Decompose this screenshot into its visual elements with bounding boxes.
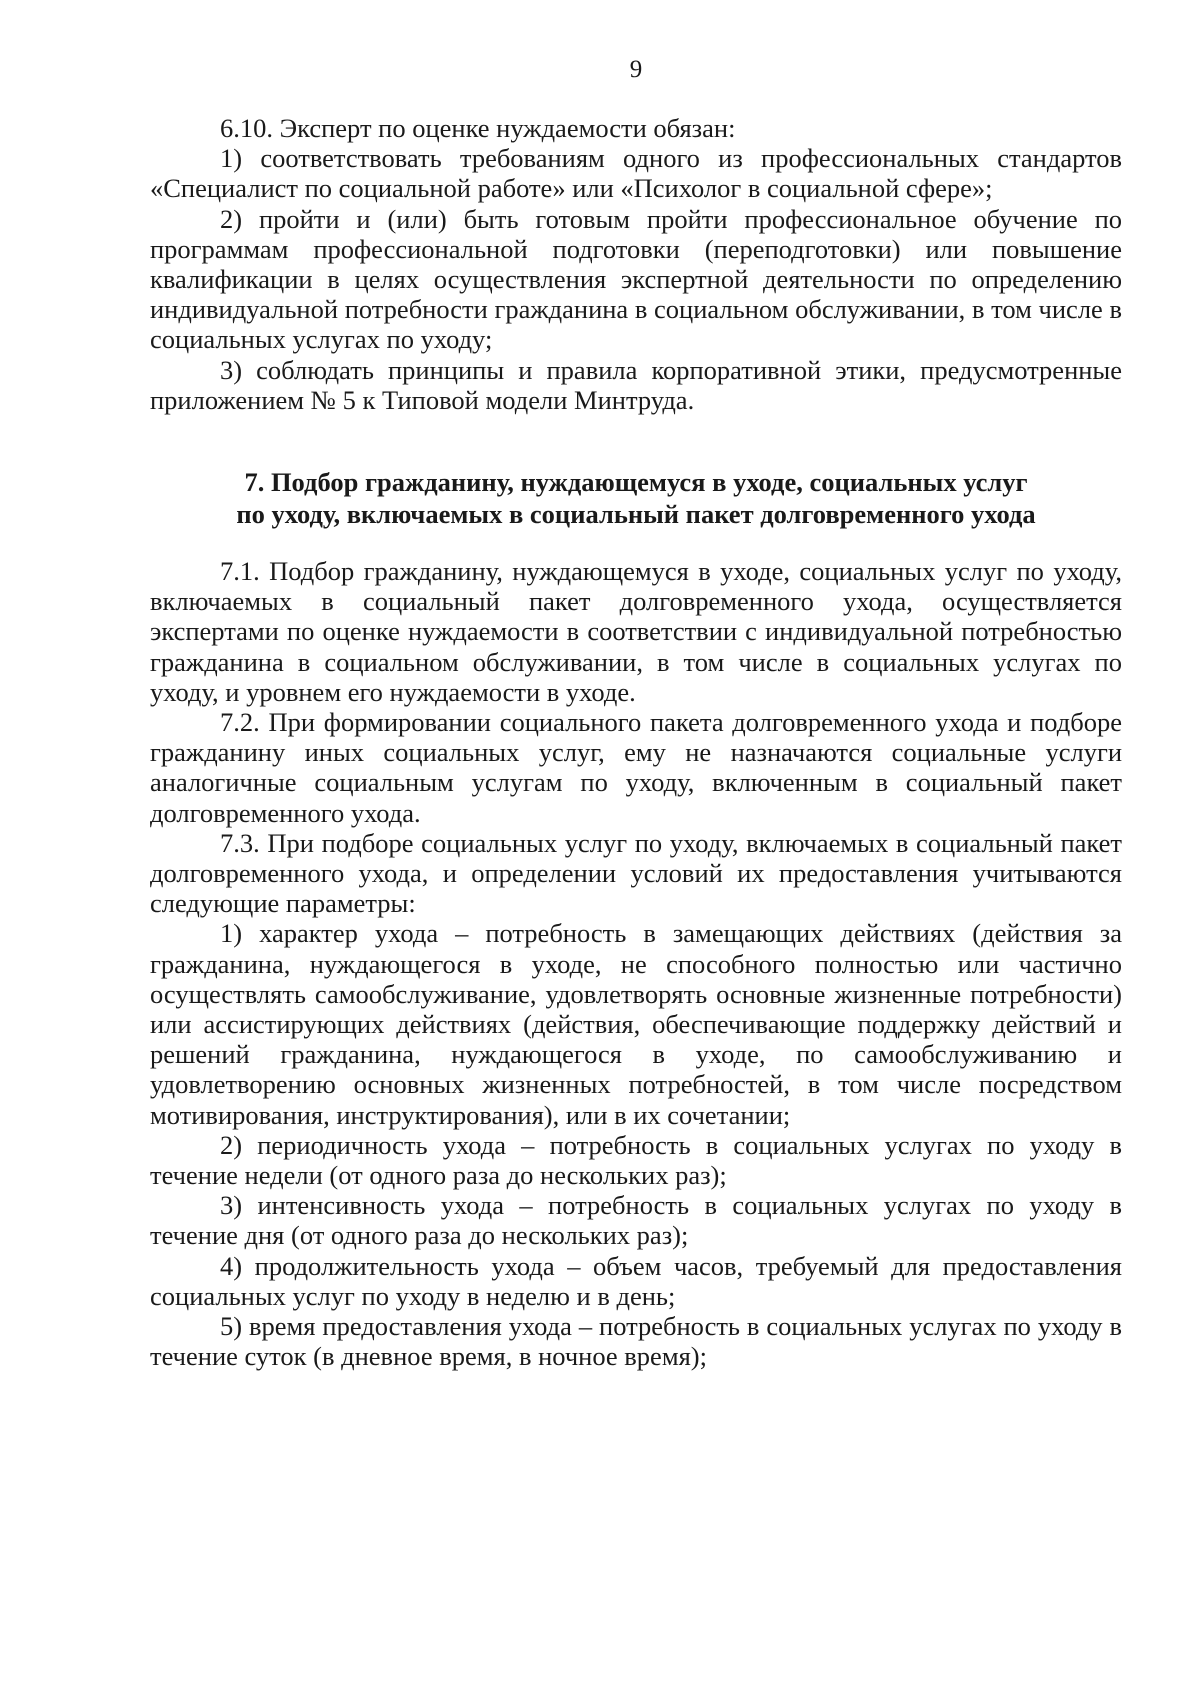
section-7-heading-line-1: 7. Подбор гражданину, нуждающемуся в уходе, социальных услуг: [244, 467, 1028, 497]
paragraph-7-2: 7.2. При формировании социального пакета долговременного ухода и подборе гражданину иных социальных услуг, ему не назначаются социальные услуги аналогичные социальным услугам по уходу, включенным в социальный пакет долговременного ухода.: [150, 707, 1122, 828]
document-page: [150, 0, 1122, 1696]
section-6-10-item-3: 3) соблюдать принципы и правила корпоративной этики, предусмотренные приложением № 5 к Типовой модели Минтруда.: [150, 354, 1122, 415]
parameter-item-2: 2) периодичность ухода – потребность в социальных услугах по уходу в течение недели (от одного раза до нескольких раз);: [150, 1129, 1122, 1191]
section-7-heading: [150, 466, 1122, 530]
parameter-item-1: 1) характер ухода – потребность в замещающих действиях (действия за гражданина, нуждающегося в уходе, не способного полностью или частично осуществлять самообслуживание, удовлетворять основные жизненные потребности) или ассистирующих действиях (действия, обеспечивающие поддержку действий и решений гражданина, нуждающегося в уходе, по самообслуживанию и удовлетворению основных жизненных потребностей, в том числе посредством мотивирования, инструктирования), или в их сочетании;: [150, 918, 1122, 1130]
section-6-10-title: 6.10. Эксперт по оценке нуждаемости обязан:: [220, 113, 736, 143]
page-number: 9: [629, 56, 643, 83]
section-6-10: [150, 113, 1122, 415]
section-7-heading-line-2: по уходу, включаемых в социальный пакет долговременного ухода: [236, 499, 1036, 529]
paragraph-7-3: 7.3. При подборе социальных услуг по уходу, включаемых в социальный пакет долговременного ухода, и определении условий их предоставления учитываются следующие параметры:: [150, 827, 1122, 919]
section-6-10-item-1: 1) соответствовать требованиям одного из профессиональных стандартов «Специалист по социальной работе» или «Психолог в социальной сфере»;: [150, 143, 1122, 204]
parameter-item-3: 3) интенсивность ухода – потребность в социальных услугах по уходу в течение дня (от одного раза до нескольких раз);: [150, 1190, 1122, 1251]
paragraph-7-1: 7.1. Подбор гражданину, нуждающемуся в уходе, социальных услуг по уходу, включаемых в социальный пакет долговременного ухода, осуществляется экспертами по оценке нуждаемости в соответствии с индивидуальной потребностью гражданина в социальном обслуживании, в том числе в социальных услугах по уходу, и уровнем его нуждаемости в уходе.: [150, 556, 1122, 707]
parameter-item-4: 4) продолжительность ухода – объем часов, требуемый для предоставления социальных услуг по уходу в неделю и в день;: [150, 1250, 1122, 1311]
parameter-item-5: 5) время предоставления ухода – потребность в социальных услугах по уходу в течение суток (в дневное время, в ночное время);: [150, 1311, 1122, 1372]
section-7-body: [150, 556, 1122, 1371]
section-6-10-item-2: 2) пройти и (или) быть готовым пройти профессиональное обучение по программам профессиональной подготовки (переподготовки) или повышение квалификации в целях осуществления экспертной деятельности по определению индивидуальной потребности гражданина в социальном обслуживании, в том числе в социальных услугах по уходу;: [150, 203, 1122, 355]
